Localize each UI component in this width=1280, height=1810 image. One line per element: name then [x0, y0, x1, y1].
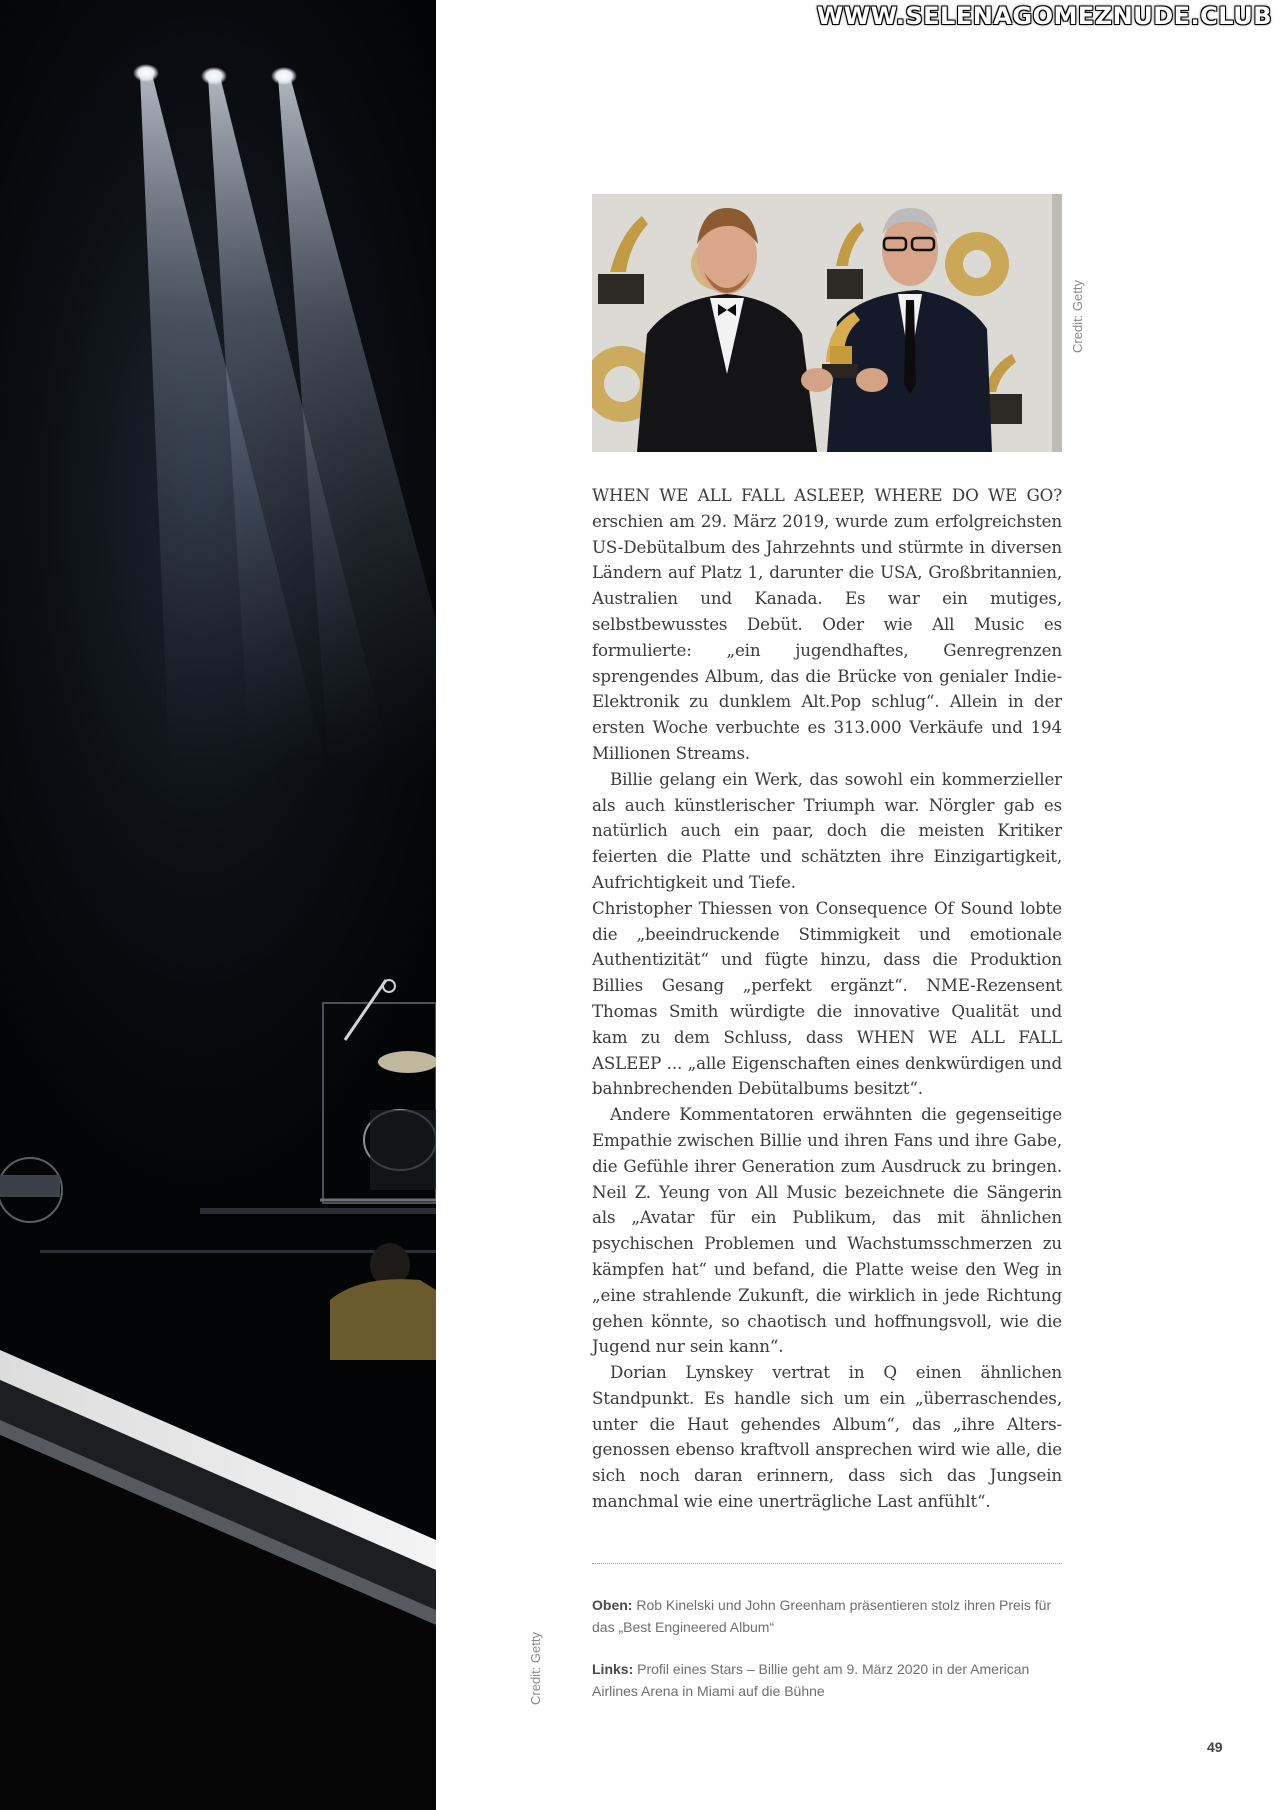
article-paragraph: Christopher Thiessen von Consequence Of Sound lobte die „beeindruckende Stimmigkeit und emotionale Authentizität“ und fügte hinzu, dass die Produktion Billies Gesang „perfekt ergänzt“. NME-Rezensent Thomas Smith würdigte die innovative Qualität und kam zu dem Schluss, dass WHEN WE ALL FALL ASLEEP ... „alle Eigenschaften eines denkwürdigen und bahnbrechenden Debütalbums besitzt“.: [592, 897, 1062, 1099]
watermark-text: WWW.SELENAGOMEZNUDE.CLUB: [816, 2, 1272, 30]
article-paragraph: Dorian Lynskey vertrat in Q einen ähnlichen Standpunkt. Es handle sich um ein „überraschendes, unter die Haut gehendes Album“, das „ihre Alters-genossen ebenso kraftvoll ansprechen wird wie alle, die sich noch daran erinnern, dass sich das Jungsein manchmal wie eine unerträgliche Last anfühlt“.: [592, 1362, 1062, 1512]
caption-divider: [592, 1563, 1062, 1564]
caption-left-label: Links:: [592, 1661, 634, 1677]
caption-top-text: Rob Kinelski und John Greenham präsentieren stolz ihren Preis für das „Best Engineered Album“: [592, 1597, 1052, 1635]
page-number: 49: [1207, 1739, 1223, 1755]
stage-photo: [0, 0, 436, 1810]
photo-credit-top: Credit: Getty: [1070, 280, 1085, 353]
photo-credit-bottom: Credit: Getty: [528, 1632, 543, 1705]
concert-stage-photo-icon: [0, 0, 436, 1810]
article-paragraph: Andere Kommentatoren erwähnten die gegenseitige Empathie zwischen Billie und ihren Fans und ihre Gabe, die Gefühle ihrer Generation zum Ausdruck zu bringen. Neil Z. Yeung von All Music bezeichnete die Sängerin als „Avatar für ein Publikum, das mit ähnlichen psychischen Problemen und Wachstumsschmerzen zu kämpfen hat“ und befand, die Platte weise den Weg in „eine strahlende Zukunft, die wirklich in jede Richtung gehen könnte, so chaotisch und hoffnungsvoll, wie die Jugend nur sein kann“.: [592, 1104, 1062, 1357]
grammy-photo-icon: [592, 194, 1062, 452]
grammy-photo: [592, 194, 1062, 452]
article-paragraph: WHEN WE ALL FALL ASLEEP, WHERE DO WE GO? erschien am 29. März 2019, wurde zum erfolgreichsten US-Debütalbum des Jahrzehnts und stürmte in diversen Ländern auf Platz 1, darunter die USA, Großbritannien, Australien und Kanada. Es war ein mutiges, selbstbewusstes Debüt. Oder wie All Music es formulierte: „ein jugendhaftes, Genregrenzen sprengendes Album, das die Brücke von genialer Indie-Elektronik zu dunklem Alt.Pop schlug“. Allein in der ersten Woche verbuchte es 313.000 Verkäufe und 194 Millionen Streams.: [592, 485, 1062, 763]
caption-left: [592, 1659, 1067, 1702]
caption-top: [592, 1595, 1067, 1638]
caption-top-label: Oben:: [592, 1597, 633, 1613]
caption-left-text: Profil eines Stars – Billie geht am 9. März 2020 in der American Airlines Arena in Miami auf die Bühne: [592, 1661, 1030, 1699]
article-paragraph: Billie gelang ein Werk, das sowohl ein kommerzieller als auch künstlerischer Triumph war. Nörgler gab es natürlich auch ein paar, doch die meisten Kritiker feierten die Platte und schätzten ihre Einzigartigkeit, Aufrichtigkeit und Tiefe.: [592, 768, 1062, 892]
article-body: [592, 483, 1062, 1515]
